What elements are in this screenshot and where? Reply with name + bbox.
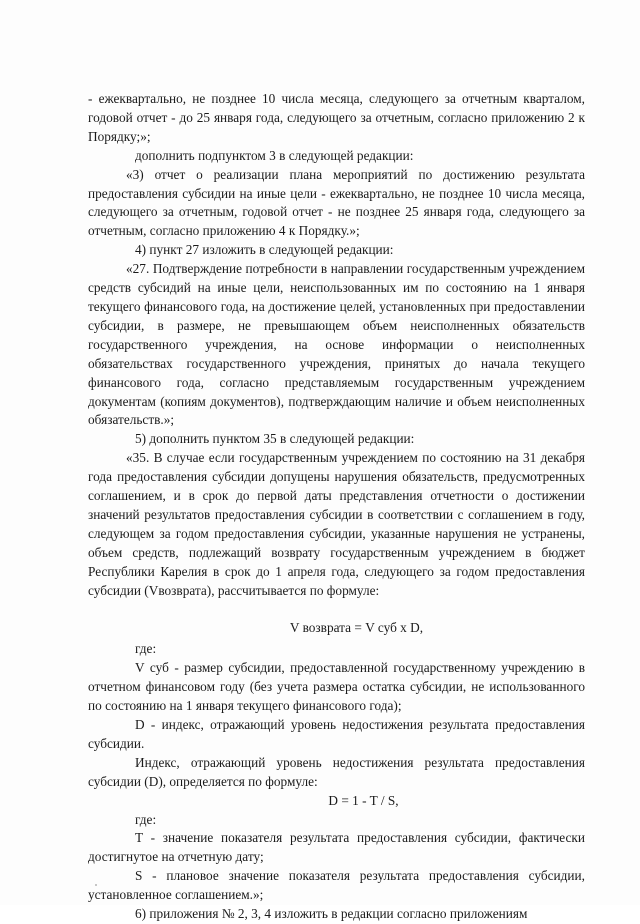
scan-speck [95,884,97,886]
paragraph-v-sub-definition: V суб - размер субсидии, предоставленной государственному учреждению в отчетном финансовом году (без учета размера остатка субсидии, не использованного по состоянию на 1 января текущего финансового года); [88,660,585,714]
document-body [88,90,585,924]
paragraph-subpoint-3-text: «3) отчет о реализации плана мероприятий по достижению результата предоставления субсидии на иные цели - ежеквартально, не позднее 10 числа месяца, следующего за отчетным, годовой отчет - не позднее 25 января года, следующего за отчетным, согласно приложению 4 к Порядку.»; [88,166,585,239]
paragraph-s-definition: S - плановое значение показателя результата предоставления субсидии, установленное соглашением.»; [88,868,585,903]
paragraph-d-definition: D - индекс, отражающий уровень недостижения результата предоставления субсидии. [88,717,585,751]
paragraph-point-27-text: «27. Подтверждение потребности в направлении государственным учреждением средств субсидий на иные цели, неиспользованных им по состоянию на 1 января текущего финансового года, на достижение целей, установленных при предоставлении субсидии, в размере, не превышающем объем неисполненных обязательств государственного учреждения, на основе информации о неисполненных обязательствах государственного учреждения, принятых до начала текущего финансового года, согласно представляемым государственным учреждением документам (копиям документов), подтверждающим наличие и объем неисполненных обязательств.»; [88,261,585,428]
formula-v-return: V возврата = V суб x D, [289,620,424,636]
paragraph-where-1: где: [135,641,157,657]
formula-d-index: D = 1 - T / S, [328,792,399,808]
paragraph-point-35-text: «35. В случае если государственным учреждением по состоянию на 31 декабря года предоставления субсидии допущены нарушения обязательств, предусмотренных соглашением, и в срок до первой даты представления отчетности о достижении значений результатов предоставления субсидии в соответствии с соглашением в году, следующем за годом предоставления субсидии, указанные нарушения не устранены, объем средств, подлежащий возврату государственным учреждением в бюджет Республики Карелия в срок до 1 апреля года, следующего за годом предоставления субсидии (Vвозврата), рассчитывается по формуле: [88,450,585,598]
paragraph-add-subpoint-3: дополнить подпунктом 3 в следующей редакции: [135,147,414,163]
paragraph-appendices-change: 6) приложения № 2, 3, 4 изложить в редакции согласно приложениям [135,906,528,922]
paragraph-index-intro: Индекс, отражающий уровень недостижения результата предоставления субсидии (D), определяется по формуле: [88,754,585,789]
paragraph-t-definition: T - значение показателя результата предоставления субсидии, фактически достигнутое на отчетную дату; [88,830,585,865]
paragraph-where-2: где: [135,811,157,827]
paragraph-point-27-heading: 4) пункт 27 изложить в следующей редакции: [135,242,394,258]
paragraph-quarterly-report-tail: - ежеквартально, не позднее 10 числа месяца, следующего за отчетным кварталом, годовой отчет - до 25 января года, следующего за отчетным, согласно приложению 2 к Порядку;»; [88,91,585,144]
paragraph-point-35-heading: 5) дополнить пунктом 35 в следующей редакции: [135,431,415,447]
